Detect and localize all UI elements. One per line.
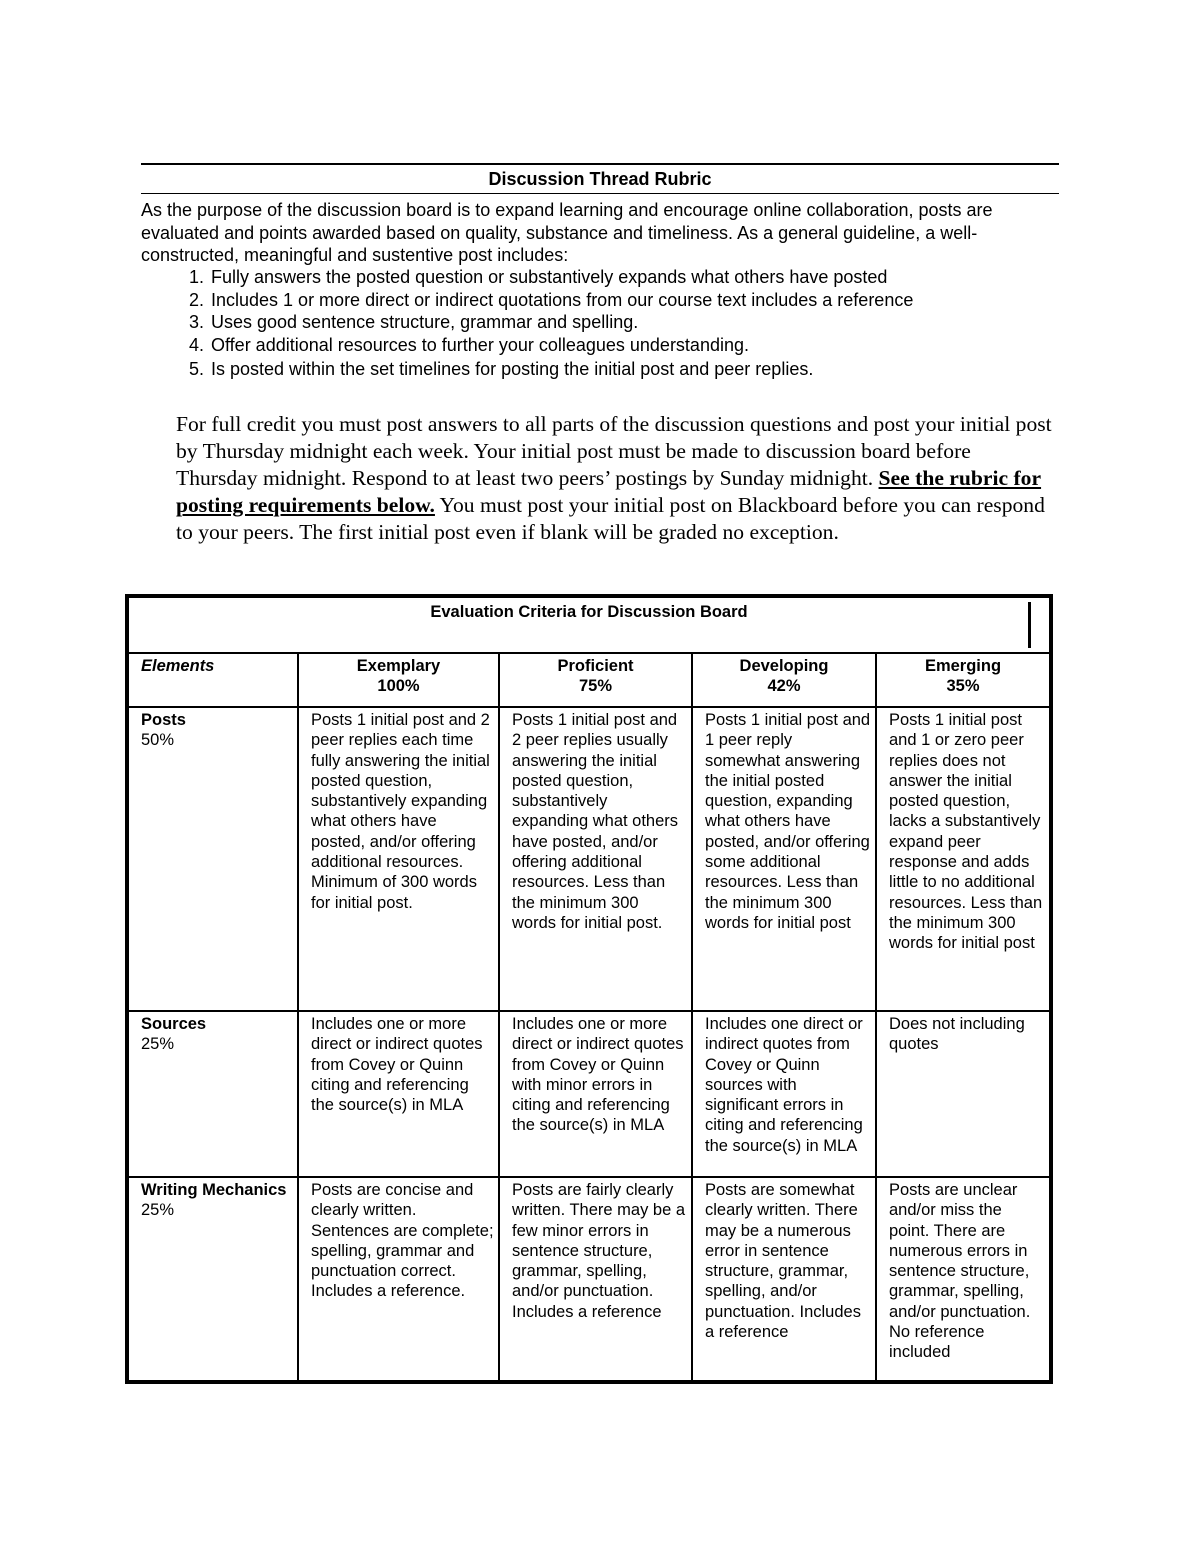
rubric-title: Evaluation Criteria for Discussion Board [430,603,748,621]
list-item: 2. Includes 1 or more direct or indirect quotations from our course text includes a reference [189,289,914,310]
level-header-emerging: Emerging 35% [876,653,1051,707]
list-item: 1. Fully answers the posted question or substantively expands what others have posted [189,267,888,287]
list-item: 3. Uses good sentence structure, grammar and spelling. [189,312,639,333]
rubric-reference-emphasis: See the rubric for posting requirements below. [176,466,1042,517]
table-cell: Posts 1 initial post and 1 peer reply somewhat answering the initial posted question, expanding what others have posted, and/or offering some additional resources. Less than the minimum 300 words for initial post [692,707,876,1011]
list-item: 5. Is posted within the set timelines for posting the initial post and peer replies. [189,359,814,380]
criterion-posts: Posts 50% [127,707,298,1011]
credit-paragraph: For full credit you must post answers to all parts of the discussion questions and post your initial post by Thursday midnight each week. Your initial post must be made to discussion board before Thursday midnight. Respond to at least two peers’ postings by Sunday midnight. See the rubric for posting requirements below. You must post your initial post on Blackboard before you can respond to your peers. The first initial post even if blank will be graded no exception. [176,412,1052,544]
level-header-exemplary: Exemplary 100% [298,653,499,707]
table-cell: Posts are unclear and/or miss the point. There are numerous errors in sentence structure, grammar, spelling, and/or punctuation. No reference included [876,1177,1051,1382]
rubric-table [125,594,1053,1384]
level-header-proficient: Proficient 75% [499,653,692,707]
level-header-developing: Developing 42% [692,653,876,707]
intro-paragraph: As the purpose of the discussion board is to expand learning and encourage online collaboration, posts are evaluated and points awarded based on quality, substance and timeliness. As a general guideline, a well-constructed, meaningful and sustentive post includes: [141,200,993,266]
table-cell: Does not including quotes [876,1011,1051,1177]
table-row [127,1177,1051,1382]
elements-header: Elements [127,653,298,707]
document-title: Discussion Thread Rubric [488,169,712,189]
guidelines-list [141,266,1059,381]
table-cell: Posts are somewhat clearly written. There may be a numerous error in sentence structure, grammar, spelling, and/or punctuation. Includes a reference [692,1177,876,1382]
table-cell: Posts 1 initial post and 2 peer replies usually answering the initial posted question, substantively expanding what others have posted, and/or offering additional resources. Less than the minimum 300 words for initial post. [499,707,692,1011]
table-row [127,1011,1051,1177]
table-cell: Includes one or more direct or indirect quotes from Covey or Quinn with minor errors in citing and referencing the source(s) in MLA [499,1011,692,1177]
table-cell: Posts are fairly clearly written. There may be a few minor errors in sentence structure, grammar, spelling, and/or punctuation. Includes a reference [499,1177,692,1382]
title-block [141,163,1059,194]
table-row [127,707,1051,1011]
table-cell: Posts 1 initial post and 2 peer replies each time fully answering the initial posted question, substantively expanding what others have posted, and/or offering additional resources. Minimum of 300 words for initial post. [298,707,499,1011]
table-cell: Includes one direct or indirect quotes from Covey or Quinn sources with significant errors in citing and referencing the source(s) in MLA [692,1011,876,1177]
table-cell: Includes one or more direct or indirect quotes from Covey or Quinn citing and referencing the source(s) in MLA [298,1011,499,1177]
table-cell: Posts 1 initial post and 1 or zero peer replies does not answer the initial posted question, lacks a substantively expand peer response and adds little to no additional resources. Less than the minimum 300 words for initial post [876,707,1051,1011]
list-item: 4. Offer additional resources to further your colleagues understanding. [189,334,749,355]
criterion-writing-mechanics: Writing Mechanics 25% [127,1177,298,1382]
table-cell: Posts are concise and clearly written. Sentences are complete; spelling, grammar and punctuation correct. Includes a reference. [298,1177,499,1382]
rubric-title-cell [127,596,1051,653]
criterion-sources: Sources 25% [127,1011,298,1177]
